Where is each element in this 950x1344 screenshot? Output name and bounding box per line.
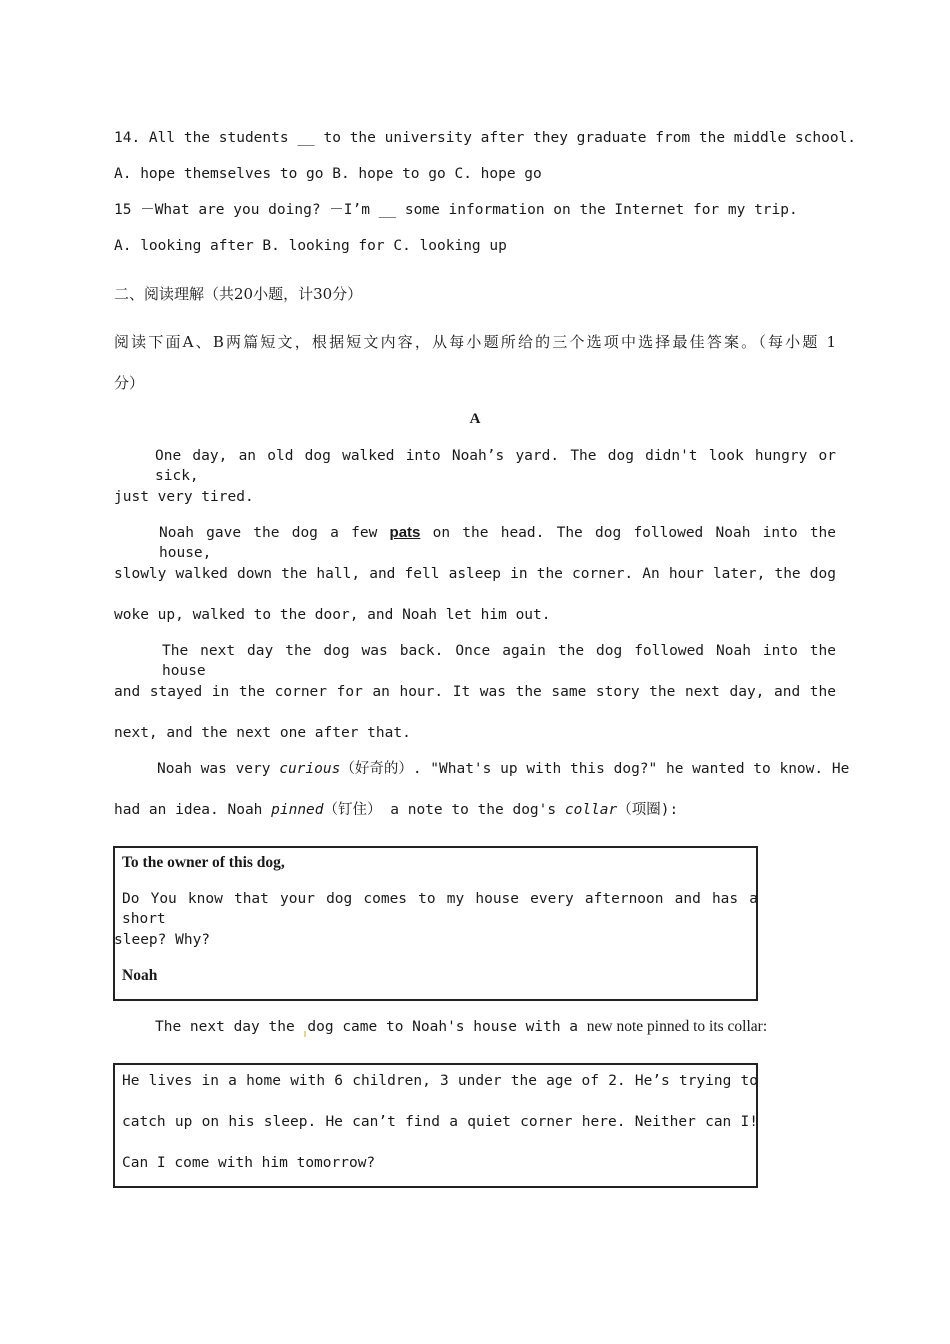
note-box-2 — [113, 1063, 758, 1188]
paragraph-4-line-1 — [157, 759, 850, 779]
section-instruction-line2: 分） — [114, 374, 145, 392]
note-box-1 — [113, 846, 758, 1001]
paragraph-2-line-3: woke up, walked to the door, and Noah let him out. — [114, 607, 551, 623]
underlined-word-pats: pats — [389, 524, 421, 541]
passage-label: A — [469, 411, 481, 427]
note-2-line-1: He lives in a home with 6 children, 3 under the age of 2. He’s trying to — [122, 1073, 758, 1089]
note-2-line-3: Can I come with him tomorrow? — [122, 1155, 376, 1171]
italic-word-curious: curious — [279, 761, 341, 777]
paragraph-1-line-1: One day, an old dog walked into Noah’s yard. The dog didn't look hungry or sick, — [155, 448, 836, 484]
paragraph-6-line-1 — [155, 1017, 775, 1037]
paragraph-2-line-1 — [159, 523, 836, 563]
paragraph-2-text-b: on the head. The dog followed Noah into the house, — [159, 525, 837, 561]
question-15-stem: 15 －What are you doing? －I’m __ some information on the Internet for my trip. — [114, 202, 798, 218]
paragraph-2-line-2: slowly walked down the hall, and fell asleep in the corner. An hour later, the dog — [114, 566, 836, 582]
question-14-stem: 14. All the students __ to the university after they graduate from the middle school. — [114, 130, 857, 146]
paragraph-3-line-3: next, and the next one after that. — [114, 725, 411, 741]
paragraph-5-text-a: had an idea. Noah — [114, 802, 272, 818]
question-15-options: A. looking after B. looking for C. looking up — [114, 238, 507, 254]
note-2-line-2: catch up on his sleep. He can’t find a quiet corner here. Neither can I! — [122, 1114, 758, 1130]
paragraph-3-line-2: and stayed in the corner for an hour. It was the same story the next day, and the — [114, 684, 836, 700]
note-1-greeting: To the owner of this dog, — [122, 854, 285, 871]
paragraph-4-line-2 — [114, 800, 836, 820]
paragraph-1-line-2: just very tired. — [114, 489, 254, 505]
italic-word-collar: collar — [564, 802, 618, 818]
paragraph-4-text-b: （好奇的）. "What's up with this dog?" he wanted to know. He — [340, 761, 850, 777]
question-14-options: A. hope themselves to go B. hope to go C. hope go — [114, 166, 542, 182]
paragraph-4-text-a: Noah was very — [157, 761, 280, 777]
section-title: 二、阅读理解（共20小题，计30分） — [114, 285, 363, 303]
paragraph-6-text-a: The next day the — [155, 1019, 304, 1035]
note-1-line-2: sleep? Why? — [114, 932, 211, 948]
paragraph-2-text-a: Noah gave the dog a few — [159, 525, 390, 541]
paragraph-6-text-c: new note pinned to its collar: — [586, 1018, 768, 1035]
note-1-signature: Noah — [122, 967, 158, 984]
paragraph-5-text-c: （项圈): — [617, 802, 679, 818]
paragraph-5-text-b: （钉住） a note to the dog's — [323, 802, 565, 818]
italic-word-pinned: pinned — [271, 802, 324, 818]
paragraph-3-line-1: The next day the dog was back. Once again the dog followed Noah into the house — [162, 643, 836, 679]
section-instruction-line1: 阅读下面A、B两篇短文，根据短文内容，从每小题所给的三个选项中选择最佳答案。（每小题 1 — [114, 333, 836, 351]
paragraph-6-text-b: dog came to Noah's house with a — [307, 1019, 587, 1035]
note-1-line-1: Do You know that your dog comes to my house every afternoon and has a short — [122, 891, 758, 927]
